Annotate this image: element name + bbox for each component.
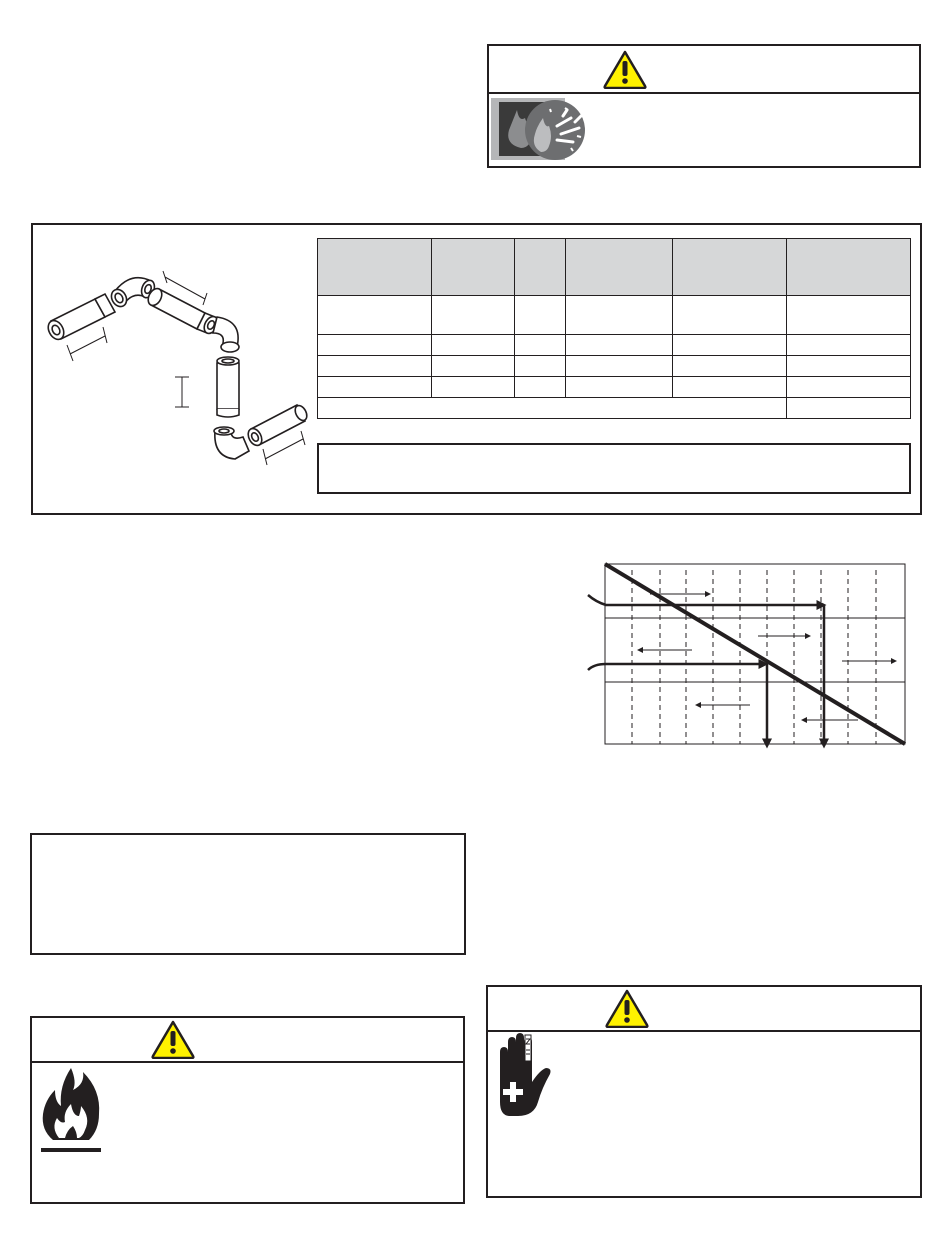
flame-hazard-icon xyxy=(37,1064,107,1156)
warning-box-bottom-right xyxy=(486,985,922,1198)
table-header-cell xyxy=(566,239,672,296)
warning-triangle-icon xyxy=(602,49,648,89)
table-header-cell xyxy=(786,239,910,296)
warning-header xyxy=(32,1018,463,1063)
note-box-left xyxy=(30,833,466,955)
table-note-box xyxy=(317,443,911,494)
warning-box-top xyxy=(487,44,921,168)
table-header-cell xyxy=(672,239,786,296)
table-header-cell xyxy=(515,239,566,296)
table-row xyxy=(318,377,911,398)
table-row xyxy=(318,335,911,356)
warning-header xyxy=(488,987,920,1032)
vent-length-table xyxy=(317,238,911,419)
warning-triangle-icon xyxy=(150,1019,196,1059)
table-header-row xyxy=(318,239,911,296)
table-total-row xyxy=(318,398,911,419)
warning-box-bottom-left xyxy=(30,1016,465,1204)
warning-header xyxy=(489,46,919,94)
vent-chart xyxy=(580,550,920,770)
table-row xyxy=(318,356,911,377)
warning-triangle-icon xyxy=(604,988,650,1028)
hand-first-aid-icon xyxy=(490,1032,560,1122)
vent-pipe-assembly-icon xyxy=(39,259,309,509)
fire-explosion-hazard-icon xyxy=(491,96,589,162)
vent-configuration-panel xyxy=(31,223,922,515)
table-header-cell xyxy=(318,239,432,296)
table-header-cell xyxy=(432,239,515,296)
table-row xyxy=(318,296,911,335)
